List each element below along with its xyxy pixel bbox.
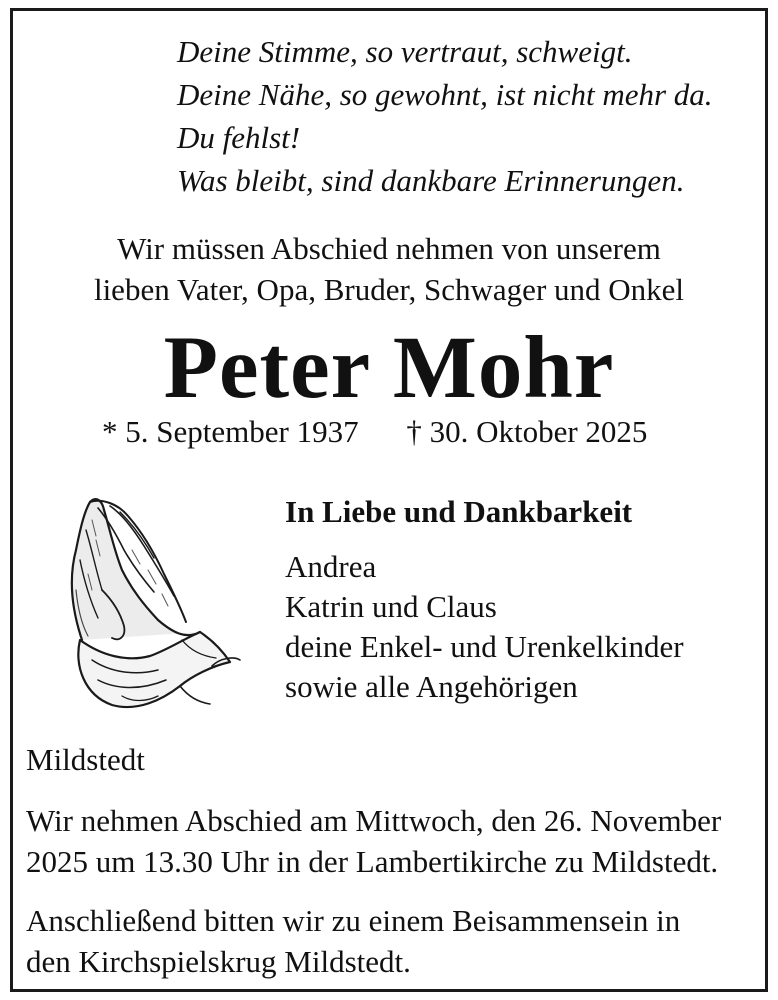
praying-hands-icon [62,490,242,720]
birth-date: * 5. September 1937 [102,414,359,449]
intro-line: Wir müssen Abschied nehmen von unserem [117,231,661,266]
service-info [26,800,721,882]
family-block [285,492,684,707]
service-line: 2025 um 13.30 Uhr in der Lambertikirche zu Mildstedt. [26,844,719,879]
family-member: deine Enkel- und Urenkelkinder [285,629,684,664]
family-member: sowie alle Angehörigen [285,669,578,704]
gathering-line: Anschließend bitten wir zu einem Beisammensein in [26,903,681,938]
place-name: Mildstedt [26,742,145,777]
service-line: Wir nehmen Abschied am Mittwoch, den 26. November [26,803,722,838]
family-member: Katrin und Claus [285,589,497,624]
poem-line: Deine Nähe, so gewohnt, ist nicht mehr da. [177,77,713,112]
poem-line: Du fehlst! [177,120,301,155]
intro-text [0,228,778,310]
gathering-info [26,900,680,982]
poem [177,30,713,202]
death-date: † 30. Oktober 2025 [406,414,648,449]
family-member: Andrea [285,549,377,584]
deceased-name: Peter Mohr [163,319,615,417]
life-dates [102,412,647,452]
intro-line: lieben Vater, Opa, Bruder, Schwager und Onkel [93,272,685,307]
poem-line: Deine Stimme, so vertraut, schweigt. [177,34,633,69]
gathering-line: den Kirchspielskrug Mildstedt. [26,944,411,979]
family-heading: In Liebe und Dankbarkeit [285,494,633,529]
poem-line: Was bleibt, sind dankbare Erinnerungen. [177,163,685,198]
